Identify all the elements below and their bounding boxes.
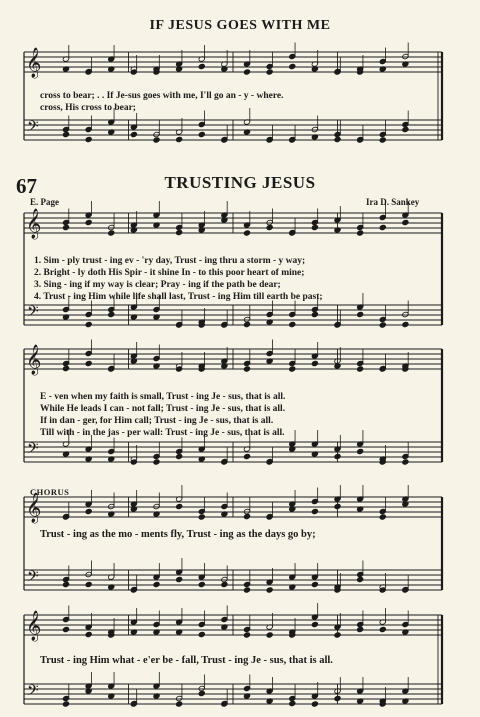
bass-clef-icon: 𝄢: [27, 682, 39, 703]
bass-note: [379, 137, 386, 143]
treble-note: [266, 632, 273, 638]
verse-1-line-1: 1. Sim - ply trust - ing ev - 'ry day, Trust - ing thru a storm - y way;: [34, 256, 306, 266]
bass-note: [402, 459, 409, 465]
treble-note: [357, 230, 364, 236]
treble-note: [379, 514, 386, 520]
treble-clef-icon: 𝄞: [26, 345, 42, 375]
treble-note: [176, 503, 183, 509]
chorus-line-2: Trust - ing Him what - e'er be - fall, Trust - ing Je - sus, that is all.: [40, 655, 333, 666]
treble-note: [357, 626, 364, 632]
bass-note: [379, 322, 386, 328]
treble-clef-icon: 𝄞: [26, 209, 42, 239]
verse-1-line-2: E - ven when my faith is small, Trust - ing Je - sus, that is all.: [40, 392, 286, 402]
treble-note: [85, 219, 92, 225]
bass-note: [402, 126, 409, 132]
bass-note: [153, 581, 160, 587]
bass-note: [130, 131, 137, 137]
bass-clef-icon: 𝄢: [27, 118, 39, 139]
treble-note: [402, 219, 409, 225]
bass-note: [198, 690, 205, 696]
verse-2-line-1: 2. Bright - ly doth His Spir - it shine In - to this poor heart of mine;: [34, 268, 305, 278]
bass-note: [334, 136, 341, 142]
top-lyric-line-1: cross to bear; . . If Je-sus goes with me, I'll go an - y - where.: [40, 91, 284, 101]
bass-note: [176, 576, 183, 582]
treble-note: [379, 626, 386, 632]
treble-note: [243, 632, 250, 638]
treble-note: [311, 360, 318, 366]
treble-note: [379, 224, 386, 230]
bass-note: [357, 311, 364, 317]
bass-note: [334, 453, 341, 459]
bass-clef-icon: 𝄢: [27, 303, 39, 324]
bass-note: [402, 321, 409, 327]
bass-note: [311, 311, 318, 317]
bass-note: [176, 453, 183, 459]
bass-note: [62, 701, 69, 707]
treble-note: [334, 632, 341, 638]
bass-note: [176, 136, 183, 142]
hymn-number: 67: [16, 174, 37, 198]
bass-note: [85, 136, 92, 142]
treble-note: [243, 513, 250, 519]
bass-note: [334, 695, 341, 701]
top-hymn-title: IF JESUS GOES WITH ME: [149, 18, 331, 33]
lyricist: E. Page: [30, 197, 59, 207]
bass-note: [153, 137, 160, 143]
treble-note: [243, 230, 250, 236]
bass-note: [266, 587, 273, 593]
bass-note: [357, 576, 364, 582]
bass-note: [243, 587, 250, 593]
verse-3-line-2: If in dan - ger, for Him call; Trust - ing Je - sus, that is all.: [40, 416, 274, 426]
bass-note: [311, 701, 318, 707]
hymn-title: TRUSTING JESUS: [164, 173, 316, 192]
treble-note: [198, 514, 205, 520]
bass-note: [357, 448, 364, 454]
treble-note: [243, 366, 250, 372]
chorus-label: CHORUS: [30, 487, 70, 497]
treble-note: [198, 63, 205, 69]
treble-note: [198, 631, 205, 637]
composer: Ira D. Sankey: [366, 197, 420, 207]
bass-note: [243, 321, 250, 327]
treble-note: [311, 224, 318, 230]
bass-note: [62, 581, 69, 587]
treble-note: [62, 365, 69, 371]
treble-note: [243, 69, 250, 75]
treble-note: [176, 229, 183, 235]
treble-clef-icon: 𝄞: [26, 48, 42, 78]
bass-note: [243, 453, 250, 459]
treble-note: [334, 503, 341, 509]
bass-clef-icon: 𝄢: [27, 568, 39, 589]
verse-2-line-2: While He leads I can - not fall; Trust - ing Je - sus, that is all.: [40, 404, 286, 414]
treble-note: [62, 224, 69, 230]
bass-note: [85, 581, 92, 587]
treble-note: [357, 366, 364, 372]
bass-note: [176, 701, 183, 707]
bass-note: [198, 131, 205, 137]
bass-note: [221, 581, 228, 587]
treble-note: [311, 621, 318, 627]
treble-clef-icon: 𝄞: [26, 493, 42, 523]
treble-note: [62, 626, 69, 632]
verse-3-line-1: 3. Sing - ing if my way is clear; Pray - ing if the path be dear;: [34, 280, 281, 290]
bass-note: [289, 700, 296, 706]
treble-note: [85, 631, 92, 637]
bass-note: [289, 321, 296, 327]
bass-note: [153, 459, 160, 465]
bass-note: [198, 581, 205, 587]
treble-note: [85, 360, 92, 366]
treble-note: [311, 508, 318, 514]
treble-note: [266, 69, 273, 75]
treble-note: [108, 230, 115, 236]
bass-note: [311, 581, 318, 587]
chorus-line-1: Trust - ing as the mo - ments fly, Trust - ing as the days go by;: [40, 529, 316, 540]
top-lyric-line-2: cross, His cross to bear;: [40, 103, 136, 113]
treble-note: [266, 224, 273, 230]
verse-4-line-2: Till with - in the jas - per wall: Trust - ing Je - sus, that is all.: [40, 428, 285, 438]
bass-note: [108, 311, 115, 317]
bass-note: [85, 321, 92, 327]
bass-note: [62, 131, 69, 137]
treble-note: [289, 63, 296, 69]
treble-note: [289, 366, 296, 372]
verse-4-line-1: 4. Trust - ing Him while life shall last, Trust - ing Him till earth be past;: [34, 292, 323, 302]
bass-clef-icon: 𝄢: [27, 440, 39, 461]
treble-note: [85, 508, 92, 514]
treble-clef-icon: 𝄞: [26, 611, 42, 641]
